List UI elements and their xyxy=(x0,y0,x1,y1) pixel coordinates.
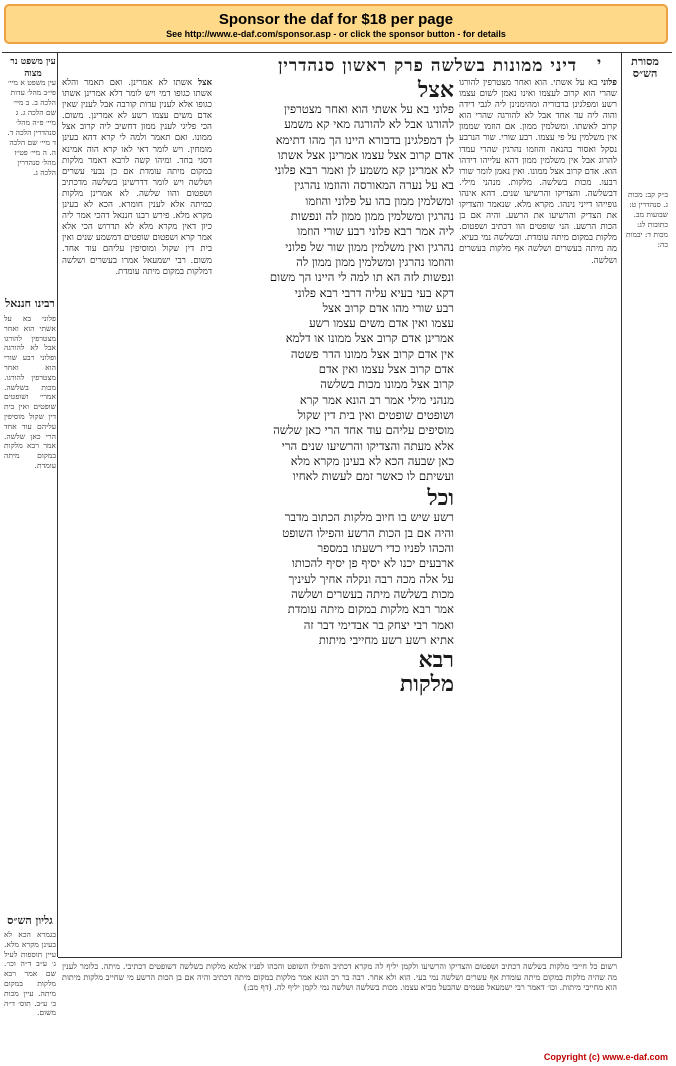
gilyon-hashas-text: בגמרא הכא לא בעינן מקרא מלא. עיין תוספות לעיל ג׳ ע״ב ד״ה וכו׳. שם אמר רבא מלקות במקום מיתה. עיין מכות ב׳ ע״ב. תוס׳ ד״ה משום. xyxy=(4,930,56,1018)
gemara-line: ושופטים שופטים ואין בית דין שקול xyxy=(297,407,454,422)
gemara-line: והוזמו נהרגין ומשלמין ממון ממון לה xyxy=(296,254,454,269)
left-margin-refs: עין משפט א מיי׳ פי״ב מהל׳ עדות הלכה ב. ב מיי׳ שם הלכה ג. ג מיי׳ פ״ה מהל׳ סנהדרין הלכה ד. ד מיי׳ שם הלכה ה. ה מיי׳ פט״ז מהל׳ סנהדרין הלכה ג. xyxy=(7,78,56,177)
sponsor-subtitle[interactable]: See http://www.e-daf.com/sponsor.asp - or click the sponsor button - for details xyxy=(166,29,506,39)
gemara-line: נהרגין ומשלמין ממון ממון לה ונפשות xyxy=(290,209,454,224)
tosafot-column xyxy=(62,78,212,953)
gemara-word-malkot: מלקות xyxy=(399,671,454,698)
gemara-line: מנהני מילי אמר רב הונא אמר קרא xyxy=(299,392,454,407)
gemara-line: אלא מעתה והצדיקו והרשיעו שנים הרי xyxy=(281,438,454,453)
gemara-line: אדם קרוב אצל עצמו אמרינן אצל אשתו xyxy=(277,147,454,162)
right-margin-refs: ב״ק קב: מכות ג. סנהדרין ט: שבועות מב. כתובות לג: מכות ד: יבמות כה: xyxy=(625,190,668,249)
gemara-lower-text xyxy=(217,510,454,648)
gemara-line: דקא בעי בעיא עליה דרבי רבא פלוני xyxy=(294,285,454,300)
talmud-page xyxy=(2,50,672,1050)
bottom-rule xyxy=(58,957,622,958)
gilyon-hashas-heading: גליון הש״ס xyxy=(7,914,53,927)
sponsor-banner[interactable] xyxy=(4,4,668,44)
gemara-line: רבע שורי מהו אדם קרוב אצל xyxy=(322,300,454,315)
gemara-line: ארבעים יכנו לא יסיף פן יסיף להכותו xyxy=(291,556,454,571)
rabbenu-chananel-text: פלוני בא על אשתי הוא ואחר מצטרפין להורגו אבל לא להורגה ופלוני רבע שורי הוא ואחר מצטרפין להורגו. מכות בשלשה. אמרי׳ ושופטים שופטים ואין בית דין שקול מוסיפין עליהם עוד אחד הרי כאן שלשה. אמר רבא מלקות במקום מיתה עומדת. xyxy=(4,314,56,470)
gemara-line: לא אמרינן קא משמע לן ואמר רבא פלוני xyxy=(274,163,454,178)
gemara-line: והכהו לפניו כדי רשעתו במספר xyxy=(317,541,454,556)
gemara-opening-word: אצל xyxy=(418,77,454,103)
rashi-column xyxy=(459,78,617,953)
sponsor-title[interactable]: Sponsor the daf for $18 per page xyxy=(218,11,454,28)
gemara-line: עצמו ואין אדם משים עצמו רשע xyxy=(309,316,454,331)
gemara-line: אדם קרוב אצל עצמו ואין אדם xyxy=(318,362,454,377)
gemara-line: ליה אמר רבא פלוני רבע שורי הוזמו xyxy=(297,224,454,239)
gemara-word-vechol: וכל xyxy=(427,485,454,512)
gemara-line: לן דמפלגינן בדבורא היינו הך מהו דתימא xyxy=(275,132,454,147)
gemara-line: רשע שיש בו חיוב מלקות הכתוב מדבר xyxy=(284,510,454,525)
gemara-line: מכות בשלשה מיתה בעשרים ושלשה xyxy=(291,586,454,601)
bottom-notes-marker: (דף מב:) xyxy=(243,983,272,992)
rashi-opening-word: פלוני xyxy=(601,78,617,88)
gemara-line: על אלה מכה רבה ונקלה אחיך לעיניך xyxy=(288,571,454,586)
gemara-line: ואמר רבי יצחק בר אבדימי דבר זה xyxy=(303,617,454,632)
bottom-notes xyxy=(62,962,617,1046)
gemara-line: להורגו אבל לא להורגה מאי קא משמע xyxy=(284,117,454,132)
gemara-column xyxy=(217,78,454,953)
gemara-line: ונפשות לזה הא תו למה לי היינו הך משום xyxy=(269,270,454,285)
bottom-notes-text: רשום כל חייבי מלקות בשלשה דכתיב ושפטום והצדיקו והרשיעו ולקמן יליף לה מקרא דכתיב והפילו השופט והכהו לפניו אלמא מלקות בשלשה דשופטים דכתיבי. מיתה. כלומר לענין מה שהיה מלקות במקום מיתה עומדת אף עשרים ושלשה נמי בעי. הוא ולא אחר. רבה בר רב הונא אמר מלקות במקום מיתה דכתיב והיה אם בן הכות הרשע מי שחייב מלקות מיתות הוא מחייבי מיתות. וכו׳ דאמר רבי ישמעאל פעמים שהבעל מביא עצמו. מכות בשלשה ושלשה נמי לקמן יליף לה. xyxy=(62,962,617,992)
gemara-line: אתיא רשע רשע מחייבי מיתות xyxy=(318,632,454,647)
tosafot-text: אשתו לא אמרינן. ואם תאמר והלא אשתו כגופו דמי ויש לומר דלא אמרינן אשתו כגופו אלא לענין עדות קורבה אבל לענין שאין אדם משים עצמו רשע לא אמרינן. משום. הכי פליגי לענין ממון דחשיב ליה קרוב אצל ממונו. ואם תאמר ולמה לי קרא דהא בעינן מומחין. ויש לומר דאי לאו קרא הוה אמינא דסגי בחד. ומיהו קשה לרבא דאמר מלקות במקום מיתה עומדת אם כן נבעי עשרים ושלשה ויש לומר דדרשינן בשלשה מדכתיב ושפטום והוו שלשה. לא אמרינן מלקות כמיתה אלא לענין חומרא. הכא לא בעינן מקרא מלא. פירש רבנו חננאל דהכי אמר ליה כיון דאין מקרא מלא לא תדרוש הכי אלא אמר קרא ושפטום שופטים דמשמע שנים ואין בית דין שקול ומוסיפין עליהם עוד אחד. משום. רבי ישמעאל אמרו בעשרים ושלשה דמלקות במקום מיתה עומדת. xyxy=(62,78,212,277)
gemara-line: כאן שבעה הכא לא בעינן מקרא מלא xyxy=(290,453,454,468)
gemara-line: פלוני בא על אשתי הוא ואחר מצטרפין xyxy=(284,102,454,116)
rashi-text: בא על אשתי. הוא ואחר מצטרפין להורגו שהרי הוא קרוב לעצמו ואינו נאמן לשום עצמו רשע ומפלגינן בדבוריה ומהימנינן ליה לגבי דידה והוה ליה עד אחד אבל לא להורגה שהרי הוא קרוב לאשתו. ומשלמין ממון. אם הוזמו שממון אין משלמין על פי עצמו. רבע שורי. שור הנרבע נסקל ואסור בהנאה והוזמו נהרגין שהרי עמדו להרוג אבל אין משלמין ממון דהא עלייהו דידהו הוא. אדם קרוב אצל ממונו. ואין נאמן לומר שורו רבעו. מכות בשלשה. מלקות. מנהני מילי. דבשלשה. והצדיקו והרשיעו שנים. דהא אינהו גופייהו דייני נינהו. מקרא מלא. שנאמר והצדיקו את הצדיק והרשיעו את הרשע. והיה אם בן הכות הרשע. הני שופטים הוו דכתיב ושפטום. מלקות במקום מיתה עומדת. ובשלשה נמי בעיא. מה מיתה בעשרים ושלשה אף מלקות בעשרים ושלשה. xyxy=(459,78,617,266)
top-rule xyxy=(2,52,672,53)
page-letter: י xyxy=(597,54,602,72)
left-margin-rule xyxy=(57,52,58,957)
rabbenu-chananel-heading: רבינו חננאל xyxy=(5,297,55,310)
gemara-word-rava: רבא xyxy=(418,647,454,674)
gemara-line: אמרינן אדם קרוב אצל ממונו או דלמא xyxy=(285,331,454,346)
gemara-line: אין אדם קרוב אצל ממונו הדר פשטה xyxy=(290,346,454,361)
gemara-line: מוסיפים עליהם עוד אחד הרי כאן שלשה xyxy=(273,423,454,438)
page-header-title: דיני ממונות בשלשה פרק ראשון סנהדרין xyxy=(278,56,577,76)
gemara-line: ומשלמין ממון בהו על פלוני והוזמו xyxy=(305,193,454,208)
gemara-text xyxy=(217,102,454,484)
gemara-line: נהרגין ואין משלמין ממון שור של פלוני xyxy=(285,239,454,254)
gemara-line: בא על נערה המאורסה והוזמו נהרגין xyxy=(294,178,454,193)
gemara-line: אמר רבא מלקות במקום מיתה עומדת xyxy=(287,602,454,617)
gemara-line: ועשיתם לו כאשר זמם לעשות לאחיו xyxy=(292,469,454,484)
tosafot-opening-word: אצל xyxy=(197,78,212,88)
masoret-hashas-label: מסורת הש״ס xyxy=(631,55,659,80)
gemara-line: והיה אם בן הכות הרשע והפילו השופט xyxy=(282,525,454,540)
right-margin-rule xyxy=(621,52,622,957)
ein-mishpat-label: עין משפט נר מצוה xyxy=(10,57,56,79)
gemara-line: קרוב אצל ממונו מכות בשלשה xyxy=(320,377,454,392)
copyright-link[interactable]: Copyright (c) www.e-daf.com xyxy=(543,1052,668,1062)
